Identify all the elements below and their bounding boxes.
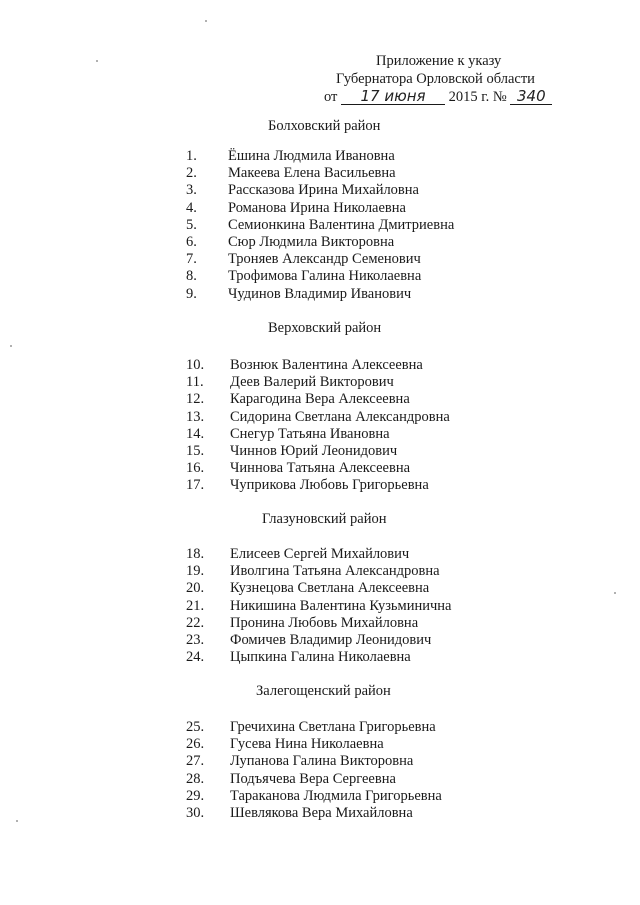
- item-number: 19.: [186, 563, 205, 580]
- item-name: Иволгина Татьяна Александровна: [230, 563, 440, 580]
- item-number: 13.: [186, 408, 205, 425]
- list-item: [186, 615, 451, 632]
- item-name: Цыпкина Галина Николаевна: [230, 649, 411, 666]
- list-item: [186, 788, 442, 805]
- item-name: Сюр Людмила Викторовна: [228, 233, 395, 250]
- list-item: [186, 632, 451, 649]
- item-name: Гречихина Светлана Григорьевна: [230, 719, 436, 735]
- item-name: Сидорина Светлана Александровна: [230, 408, 450, 425]
- list-item: [186, 805, 442, 822]
- item-name: Кузнецова Светлана Алексеевна: [230, 580, 430, 597]
- list-item: [186, 251, 454, 268]
- item-name: Рассказова Ирина Михайловна: [228, 182, 419, 199]
- item-number: 5.: [186, 216, 197, 233]
- item-number: 4.: [186, 199, 197, 216]
- section-title: Залегощенский район: [256, 683, 391, 699]
- item-name: Чиннов Юрий Леонидович: [230, 442, 398, 459]
- item-name: Чудинов Владимир Иванович: [228, 285, 412, 302]
- item-name: Никишина Валентина Кузьминична: [230, 597, 452, 614]
- list-item: [186, 753, 442, 770]
- section-title: Глазуновский район: [262, 511, 387, 527]
- list-item: [186, 546, 451, 563]
- list-item: [186, 580, 451, 597]
- item-number: 21.: [186, 597, 205, 614]
- list-item: [186, 736, 442, 753]
- list-item: [186, 200, 454, 217]
- item-number: 9.: [186, 285, 197, 302]
- item-number: 7.: [186, 251, 197, 268]
- scan-speck: [16, 820, 18, 822]
- list-item: [186, 234, 454, 251]
- item-name: Фомичев Владимир Леонидович: [230, 631, 432, 648]
- item-number: 25.: [186, 719, 205, 735]
- item-name: Пронина Любовь Михайловна: [230, 614, 419, 631]
- item-name: Романова Ирина Николаевна: [228, 199, 406, 216]
- list-item: [186, 286, 454, 303]
- list-item: [186, 426, 450, 443]
- section-title: Верховский район: [268, 320, 382, 336]
- year-number-label: 2015 г. №: [448, 89, 507, 105]
- list-item: [186, 460, 450, 477]
- list-item: [186, 217, 454, 234]
- date-prefix: от: [324, 89, 338, 105]
- header-title: Приложение к указу: [376, 53, 502, 69]
- list-item: [186, 477, 450, 494]
- item-number: 10.: [186, 357, 205, 373]
- name-list: [186, 357, 450, 495]
- item-number: 16.: [186, 460, 205, 477]
- list-item: [186, 182, 454, 199]
- item-name: Снегур Татьяна Ивановна: [230, 425, 390, 442]
- list-item: [186, 443, 450, 460]
- item-name: Вознюк Валентина Алексеевна: [230, 357, 423, 373]
- item-name: Чиннова Татьяна Алексеевна: [230, 460, 411, 477]
- name-list: [186, 546, 451, 666]
- scan-speck: [614, 592, 616, 594]
- appendix-header: [318, 52, 578, 106]
- scan-speck: [205, 20, 207, 22]
- item-name: Чуприкова Любовь Григорьевна: [230, 477, 429, 494]
- item-number: 29.: [186, 787, 205, 804]
- list-item: [186, 374, 450, 391]
- scan-speck: [10, 345, 12, 347]
- item-number: 11.: [186, 374, 204, 391]
- item-number: 17.: [186, 477, 205, 494]
- list-item: [186, 357, 450, 374]
- item-number: 30.: [186, 804, 205, 821]
- item-name: Ёшина Людмила Ивановна: [228, 148, 395, 164]
- item-name: Подъячева Вера Сергеевна: [230, 770, 396, 787]
- scan-speck: [96, 60, 98, 62]
- item-name: Карагодина Вера Алексеевна: [230, 391, 410, 408]
- item-number: 1.: [186, 148, 197, 164]
- item-name: Макеева Елена Васильевна: [228, 165, 396, 182]
- handwritten-date: 17 июня: [341, 89, 445, 105]
- item-number: 22.: [186, 614, 205, 631]
- list-item: [186, 391, 450, 408]
- item-number: 24.: [186, 649, 205, 666]
- list-item: [186, 563, 451, 580]
- list-item: [186, 771, 442, 788]
- item-number: 15.: [186, 442, 205, 459]
- header-date-line: [318, 88, 578, 106]
- list-item: [186, 649, 451, 666]
- item-number: 27.: [186, 753, 205, 770]
- list-item: [186, 409, 450, 426]
- item-number: 2.: [186, 165, 197, 182]
- header-subtitle: Губернатора Орловской области: [336, 71, 535, 87]
- item-number: 28.: [186, 770, 205, 787]
- item-name: Шевлякова Вера Михайловна: [230, 804, 413, 821]
- handwritten-number: 340: [510, 89, 552, 105]
- list-item: [186, 148, 454, 165]
- item-number: 3.: [186, 182, 197, 199]
- item-number: 18.: [186, 546, 205, 562]
- item-number: 6.: [186, 233, 197, 250]
- item-name: Лупанова Галина Викторовна: [230, 753, 414, 770]
- item-name: Трофимова Галина Николаевна: [228, 268, 422, 285]
- section-title: Болховский район: [268, 118, 381, 134]
- name-list: [186, 148, 454, 303]
- item-number: 14.: [186, 425, 205, 442]
- item-number: 8.: [186, 268, 197, 285]
- list-item: [186, 598, 451, 615]
- item-name: Семионкина Валентина Дмитриевна: [228, 216, 455, 233]
- item-name: Гусева Нина Николаевна: [230, 736, 384, 753]
- list-item: [186, 165, 454, 182]
- item-number: 26.: [186, 736, 205, 753]
- item-number: 12.: [186, 391, 205, 408]
- list-item: [186, 719, 442, 736]
- item-name: Деев Валерий Викторович: [230, 374, 394, 391]
- list-item: [186, 268, 454, 285]
- item-name: Тараканова Людмила Григорьевна: [230, 787, 442, 804]
- item-name: Елисеев Сергей Михайлович: [230, 546, 410, 562]
- name-list: [186, 719, 442, 822]
- item-number: 20.: [186, 580, 205, 597]
- item-number: 23.: [186, 631, 205, 648]
- item-name: Троняев Александр Семенович: [228, 251, 421, 268]
